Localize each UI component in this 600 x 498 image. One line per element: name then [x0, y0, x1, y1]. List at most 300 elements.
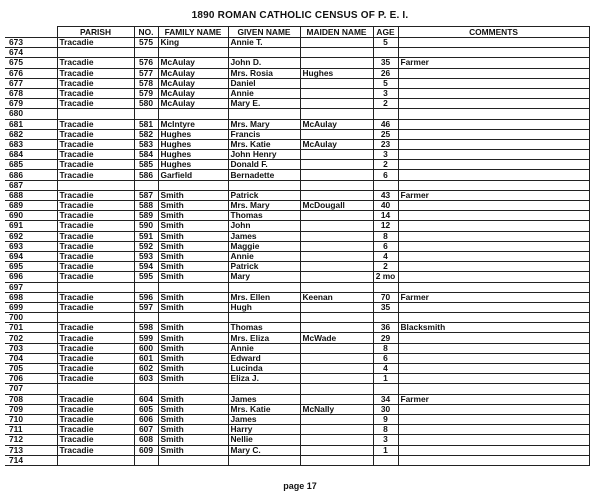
row-number: 698 [5, 292, 57, 302]
parish-cell [57, 313, 134, 323]
maiden-name-cell: McDougall [300, 201, 373, 211]
maiden-name-cell [300, 394, 373, 404]
table-row [5, 374, 589, 384]
family-name-cell: Smith [158, 302, 228, 312]
maiden-name-cell [300, 262, 373, 272]
age-cell: 6 [373, 353, 398, 363]
row-number: 685 [5, 160, 57, 170]
table-row [5, 333, 589, 343]
table-row [5, 221, 589, 231]
given-name-cell: Annie [228, 343, 300, 353]
family-name-cell: McAulay [158, 58, 228, 68]
table-row [5, 109, 589, 119]
record-number-cell: 583 [134, 139, 158, 149]
age-cell: 3 [373, 88, 398, 98]
row-number: 707 [5, 384, 57, 394]
record-number-cell: 608 [134, 435, 158, 445]
age-cell: 8 [373, 231, 398, 241]
table-row [5, 394, 589, 404]
comments-cell [398, 313, 589, 323]
age-cell [373, 48, 398, 58]
comments-cell [398, 180, 589, 190]
header-no: NO. [134, 27, 158, 38]
parish-cell: Tracadie [57, 425, 134, 435]
page-number: page 17 [283, 481, 317, 491]
record-number-cell: 592 [134, 241, 158, 251]
given-name-cell: Nellie [228, 435, 300, 445]
age-cell: 1 [373, 374, 398, 384]
table-row [5, 38, 589, 48]
table-row [5, 48, 589, 58]
age-cell: 8 [373, 425, 398, 435]
age-cell [373, 180, 398, 190]
family-name-cell: King [158, 38, 228, 48]
row-number: 696 [5, 272, 57, 282]
family-name-cell: Smith [158, 272, 228, 282]
age-cell: 43 [373, 190, 398, 200]
age-cell: 2 [373, 160, 398, 170]
row-number: 677 [5, 78, 57, 88]
parish-cell: Tracadie [57, 150, 134, 160]
comments-cell [398, 139, 589, 149]
table-row [5, 190, 589, 200]
family-name-cell: Smith [158, 425, 228, 435]
record-number-cell: 603 [134, 374, 158, 384]
maiden-name-cell [300, 99, 373, 109]
record-number-cell [134, 455, 158, 465]
given-name-cell: John D. [228, 58, 300, 68]
given-name-cell: Mrs. Katie [228, 139, 300, 149]
comments-cell [398, 435, 589, 445]
given-name-cell: Mrs. Ellen [228, 292, 300, 302]
family-name-cell: Smith [158, 445, 228, 455]
age-cell: 4 [373, 364, 398, 374]
record-number-cell: 599 [134, 333, 158, 343]
comments-cell [398, 160, 589, 170]
page-title: 1890 ROMAN CATHOLIC CENSUS OF P. E. I. [191, 10, 409, 21]
comments-cell [398, 364, 589, 374]
given-name-cell: Donald F. [228, 160, 300, 170]
given-name-cell: Eliza J. [228, 374, 300, 384]
table-row [5, 170, 589, 180]
parish-cell: Tracadie [57, 302, 134, 312]
given-name-cell: Mary E. [228, 99, 300, 109]
comments-cell: Blacksmith [398, 323, 589, 333]
table-row [5, 201, 589, 211]
family-name-cell: Smith [158, 404, 228, 414]
row-number: 683 [5, 139, 57, 149]
given-name-cell: Harry [228, 425, 300, 435]
age-cell: 36 [373, 323, 398, 333]
maiden-name-cell [300, 384, 373, 394]
given-name-cell: John [228, 221, 300, 231]
comments-cell [398, 445, 589, 455]
maiden-name-cell [300, 231, 373, 241]
age-cell: 46 [373, 119, 398, 129]
family-name-cell: McIntyre [158, 119, 228, 129]
parish-cell [57, 180, 134, 190]
row-number: 689 [5, 201, 57, 211]
header-age: AGE [373, 27, 398, 38]
maiden-name-cell [300, 414, 373, 424]
given-name-cell [228, 313, 300, 323]
family-name-cell: Hughes [158, 129, 228, 139]
maiden-name-cell [300, 78, 373, 88]
age-cell: 1 [373, 445, 398, 455]
given-name-cell: Patrick [228, 190, 300, 200]
comments-cell [398, 455, 589, 465]
table-row [5, 343, 589, 353]
maiden-name-cell [300, 211, 373, 221]
maiden-name-cell [300, 221, 373, 231]
parish-cell [57, 384, 134, 394]
comments-cell [398, 302, 589, 312]
table-row [5, 292, 589, 302]
parish-cell [57, 455, 134, 465]
header-given-name: GIVEN NAME [228, 27, 300, 38]
family-name-cell [158, 48, 228, 58]
parish-cell: Tracadie [57, 88, 134, 98]
row-number: 686 [5, 170, 57, 180]
row-number: 705 [5, 364, 57, 374]
family-name-cell: Smith [158, 292, 228, 302]
parish-cell: Tracadie [57, 445, 134, 455]
row-number: 712 [5, 435, 57, 445]
record-number-cell [134, 313, 158, 323]
age-cell: 70 [373, 292, 398, 302]
family-name-cell: Garfield [158, 170, 228, 180]
row-number: 680 [5, 109, 57, 119]
maiden-name-cell [300, 38, 373, 48]
comments-cell [398, 333, 589, 343]
family-name-cell: Smith [158, 435, 228, 445]
age-cell: 26 [373, 68, 398, 78]
age-cell: 12 [373, 221, 398, 231]
table-row [5, 353, 589, 363]
parish-cell [57, 48, 134, 58]
parish-cell: Tracadie [57, 139, 134, 149]
row-number: 675 [5, 58, 57, 68]
parish-cell: Tracadie [57, 119, 134, 129]
record-number-cell: 601 [134, 353, 158, 363]
record-number-cell: 584 [134, 150, 158, 160]
parish-cell: Tracadie [57, 404, 134, 414]
parish-cell: Tracadie [57, 231, 134, 241]
parish-cell: Tracadie [57, 68, 134, 78]
header-row [5, 27, 589, 38]
given-name-cell: Mrs. Katie [228, 404, 300, 414]
record-number-cell: 580 [134, 99, 158, 109]
maiden-name-cell [300, 150, 373, 160]
family-name-cell: Smith [158, 353, 228, 363]
table-row [5, 119, 589, 129]
table-row [5, 384, 589, 394]
record-number-cell: 605 [134, 404, 158, 414]
given-name-cell: John Henry [228, 150, 300, 160]
given-name-cell: Annie T. [228, 38, 300, 48]
table-body [5, 38, 589, 466]
comments-cell [398, 221, 589, 231]
parish-cell: Tracadie [57, 394, 134, 404]
row-number: 688 [5, 190, 57, 200]
record-number-cell [134, 109, 158, 119]
comments-cell: Farmer [398, 190, 589, 200]
record-number-cell [134, 180, 158, 190]
given-name-cell: Maggie [228, 241, 300, 251]
comments-cell: Farmer [398, 394, 589, 404]
maiden-name-cell [300, 88, 373, 98]
given-name-cell [228, 180, 300, 190]
header-comments: COMMENTS [398, 27, 589, 38]
census-table [5, 26, 590, 466]
family-name-cell: Hughes [158, 139, 228, 149]
record-number-cell: 595 [134, 272, 158, 282]
age-cell: 3 [373, 150, 398, 160]
table-row [5, 302, 589, 312]
table-row [5, 282, 589, 292]
row-number: 714 [5, 455, 57, 465]
parish-cell: Tracadie [57, 353, 134, 363]
given-name-cell: Mrs. Eliza [228, 333, 300, 343]
maiden-name-cell [300, 343, 373, 353]
given-name-cell [228, 282, 300, 292]
table-row [5, 99, 589, 109]
record-number-cell: 586 [134, 170, 158, 180]
row-number: 693 [5, 241, 57, 251]
table-row [5, 262, 589, 272]
family-name-cell: Smith [158, 201, 228, 211]
given-name-cell: Mrs. Rosia [228, 68, 300, 78]
record-number-cell: 594 [134, 262, 158, 272]
record-number-cell: 589 [134, 211, 158, 221]
row-number: 709 [5, 404, 57, 414]
table-row [5, 414, 589, 424]
table-row [5, 68, 589, 78]
maiden-name-cell [300, 302, 373, 312]
family-name-cell [158, 180, 228, 190]
record-number-cell [134, 282, 158, 292]
maiden-name-cell: McNally [300, 404, 373, 414]
maiden-name-cell [300, 282, 373, 292]
age-cell [373, 282, 398, 292]
age-cell: 29 [373, 333, 398, 343]
age-cell: 35 [373, 302, 398, 312]
table-row [5, 251, 589, 261]
record-number-cell: 609 [134, 445, 158, 455]
family-name-cell: Hughes [158, 150, 228, 160]
record-number-cell: 596 [134, 292, 158, 302]
table-header [5, 27, 589, 38]
comments-cell: Farmer [398, 58, 589, 68]
age-cell: 6 [373, 241, 398, 251]
maiden-name-cell [300, 445, 373, 455]
table-row [5, 139, 589, 149]
parish-cell: Tracadie [57, 272, 134, 282]
given-name-cell: Mrs. Mary [228, 119, 300, 129]
comments-cell [398, 425, 589, 435]
parish-cell: Tracadie [57, 221, 134, 231]
parish-cell: Tracadie [57, 38, 134, 48]
record-number-cell: 590 [134, 221, 158, 231]
given-name-cell: Daniel [228, 78, 300, 88]
family-name-cell: McAulay [158, 99, 228, 109]
table-row [5, 58, 589, 68]
age-cell: 8 [373, 343, 398, 353]
comments-cell [398, 282, 589, 292]
parish-cell: Tracadie [57, 190, 134, 200]
row-number: 713 [5, 445, 57, 455]
record-number-cell: 606 [134, 414, 158, 424]
row-number: 673 [5, 38, 57, 48]
maiden-name-cell [300, 353, 373, 363]
given-name-cell: Thomas [228, 323, 300, 333]
maiden-name-cell [300, 313, 373, 323]
row-number: 699 [5, 302, 57, 312]
given-name-cell: James [228, 414, 300, 424]
record-number-cell: 587 [134, 190, 158, 200]
table-row [5, 404, 589, 414]
maiden-name-cell [300, 455, 373, 465]
family-name-cell: Smith [158, 251, 228, 261]
family-name-cell: Smith [158, 221, 228, 231]
table-row [5, 88, 589, 98]
table-row [5, 231, 589, 241]
maiden-name-cell [300, 435, 373, 445]
family-name-cell [158, 384, 228, 394]
table-row [5, 425, 589, 435]
comments-cell [398, 404, 589, 414]
comments-cell [398, 88, 589, 98]
given-name-cell: Mary [228, 272, 300, 282]
record-number-cell: 582 [134, 129, 158, 139]
parish-cell: Tracadie [57, 435, 134, 445]
family-name-cell: McAulay [158, 88, 228, 98]
maiden-name-cell [300, 160, 373, 170]
age-cell [373, 384, 398, 394]
age-cell: 5 [373, 38, 398, 48]
record-number-cell: 585 [134, 160, 158, 170]
row-number: 695 [5, 262, 57, 272]
family-name-cell [158, 313, 228, 323]
age-cell: 14 [373, 211, 398, 221]
family-name-cell: Smith [158, 374, 228, 384]
parish-cell: Tracadie [57, 374, 134, 384]
table-row [5, 445, 589, 455]
given-name-cell: Patrick [228, 262, 300, 272]
given-name-cell: Annie [228, 88, 300, 98]
parish-cell [57, 282, 134, 292]
family-name-cell [158, 282, 228, 292]
record-number-cell: 598 [134, 323, 158, 333]
row-number: 711 [5, 425, 57, 435]
parish-cell: Tracadie [57, 364, 134, 374]
record-number-cell: 593 [134, 251, 158, 261]
comments-cell [398, 201, 589, 211]
row-number: 682 [5, 129, 57, 139]
table-row [5, 129, 589, 139]
maiden-name-cell: McAulay [300, 119, 373, 129]
comments-cell [398, 38, 589, 48]
family-name-cell: Hughes [158, 160, 228, 170]
maiden-name-cell [300, 58, 373, 68]
row-number: 702 [5, 333, 57, 343]
row-number: 694 [5, 251, 57, 261]
parish-cell: Tracadie [57, 129, 134, 139]
comments-cell [398, 119, 589, 129]
record-number-cell: 575 [134, 38, 158, 48]
family-name-cell: Smith [158, 343, 228, 353]
family-name-cell: Smith [158, 394, 228, 404]
age-cell [373, 455, 398, 465]
parish-cell: Tracadie [57, 414, 134, 424]
family-name-cell: Smith [158, 262, 228, 272]
header-parish: PARISH [57, 27, 134, 38]
record-number-cell [134, 48, 158, 58]
comments-cell [398, 272, 589, 282]
family-name-cell: McAulay [158, 78, 228, 88]
parish-cell: Tracadie [57, 58, 134, 68]
family-name-cell: Smith [158, 364, 228, 374]
maiden-name-cell [300, 180, 373, 190]
parish-cell: Tracadie [57, 323, 134, 333]
family-name-cell: Smith [158, 241, 228, 251]
age-cell: 2 [373, 262, 398, 272]
family-name-cell: Smith [158, 190, 228, 200]
maiden-name-cell [300, 425, 373, 435]
age-cell: 9 [373, 414, 398, 424]
parish-cell: Tracadie [57, 99, 134, 109]
parish-cell: Tracadie [57, 170, 134, 180]
parish-cell: Tracadie [57, 262, 134, 272]
table-row [5, 272, 589, 282]
given-name-cell [228, 48, 300, 58]
comments-cell [398, 231, 589, 241]
table-row [5, 323, 589, 333]
table-row [5, 180, 589, 190]
row-number: 681 [5, 119, 57, 129]
comments-cell [398, 211, 589, 221]
record-number-cell: 581 [134, 119, 158, 129]
record-number-cell: 578 [134, 78, 158, 88]
family-name-cell: McAulay [158, 68, 228, 78]
row-number: 679 [5, 99, 57, 109]
age-cell: 23 [373, 139, 398, 149]
record-number-cell: 597 [134, 302, 158, 312]
maiden-name-cell: McAulay [300, 139, 373, 149]
parish-cell: Tracadie [57, 78, 134, 88]
maiden-name-cell [300, 323, 373, 333]
row-number: 700 [5, 313, 57, 323]
row-number: 708 [5, 394, 57, 404]
family-name-cell [158, 109, 228, 119]
comments-cell [398, 129, 589, 139]
row-number: 710 [5, 414, 57, 424]
row-number: 701 [5, 323, 57, 333]
row-number: 690 [5, 211, 57, 221]
comments-cell [398, 109, 589, 119]
family-name-cell: Smith [158, 231, 228, 241]
given-name-cell: Francis [228, 129, 300, 139]
age-cell: 4 [373, 251, 398, 261]
table-row [5, 364, 589, 374]
table-row [5, 211, 589, 221]
maiden-name-cell [300, 364, 373, 374]
parish-cell: Tracadie [57, 333, 134, 343]
age-cell: 34 [373, 394, 398, 404]
age-cell [373, 109, 398, 119]
record-number-cell: 604 [134, 394, 158, 404]
age-cell: 35 [373, 58, 398, 68]
